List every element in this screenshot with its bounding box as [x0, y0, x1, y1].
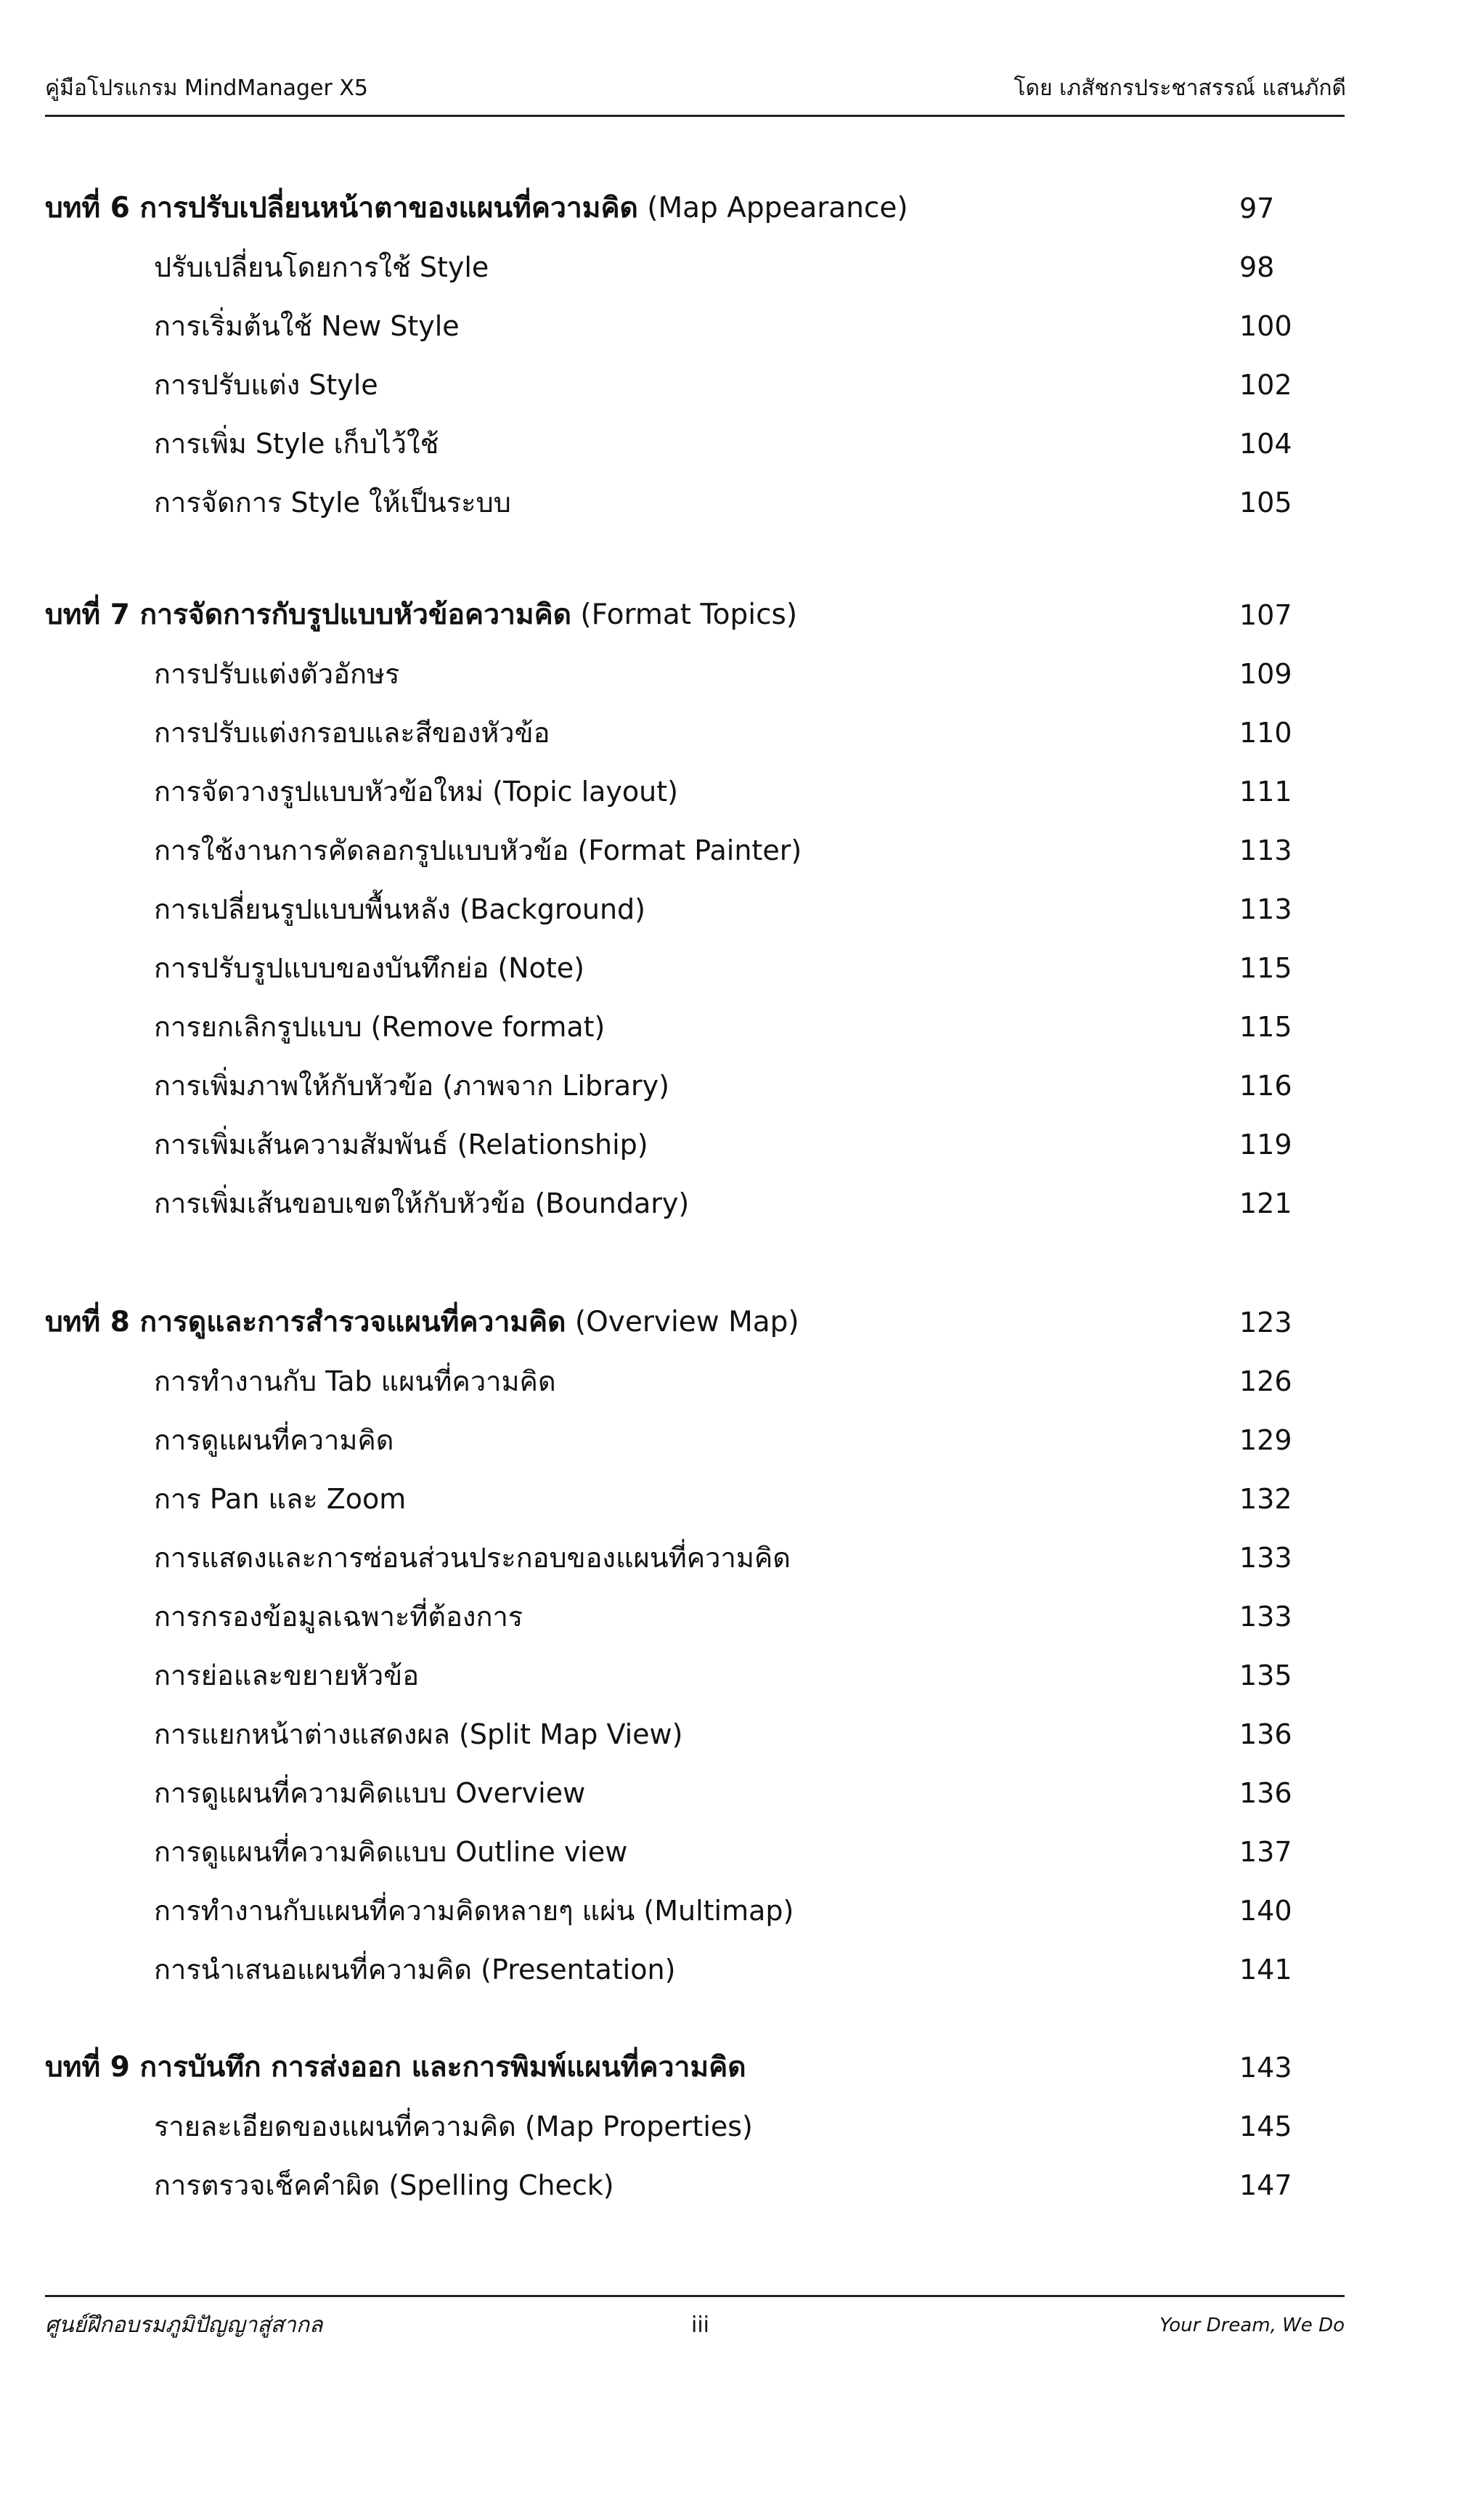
toc-entry-label: การปรับแต่งกรอบและสีของหัวข้อ [154, 717, 550, 749]
chapter-title-english: (Overview Map) [566, 1306, 799, 1338]
toc-entry-label: การเริ่มต้นใช้ New Style [154, 310, 460, 342]
toc-entry-page: 105 [1239, 487, 1292, 519]
toc-entry-label: การตรวจเช็คคำผิด (Spelling Check) [154, 2169, 614, 2201]
toc-entry-page: 137 [1239, 1836, 1292, 1868]
toc-entry-label: การยกเลิกรูปแบบ (Remove format) [154, 1011, 606, 1043]
toc-entry[interactable] [45, 1060, 1337, 1111]
toc-entry-label: การใช้งานการคัดลอกรูปแบบหัวข้อ (Format Painter) [154, 834, 802, 866]
toc-entry[interactable] [45, 1768, 1337, 1819]
toc-entry[interactable] [45, 477, 1337, 528]
chapter-row[interactable] [45, 1297, 1337, 1348]
chapter-title-thai: การบันทึก การส่งออก และการพิมพ์แผนที่ความคิด [139, 2051, 746, 2084]
toc-entry[interactable] [45, 943, 1337, 994]
chapter-row[interactable] [45, 590, 1337, 641]
toc-entry[interactable] [45, 707, 1337, 758]
chapter-title-thai: การปรับเปลี่ยนหน้าตาของแผนที่ความคิด [139, 192, 638, 224]
toc-entry-label: การเพิ่มเส้นขอบเขตให้กับหัวข้อ (Boundary) [154, 1187, 690, 1219]
toc-entry-page: 141 [1239, 1954, 1292, 1986]
toc-entry-page: 104 [1239, 428, 1292, 460]
toc-entry-label: การเพิ่มภาพให้กับหัวข้อ (ภาพจาก Library) [154, 1070, 669, 1102]
toc-entry[interactable] [45, 418, 1337, 469]
toc-entry-page: 116 [1239, 1070, 1292, 1102]
toc-entry-label: การแยกหน้าต่างแสดงผล (Split Map View) [154, 1718, 683, 1750]
toc-entry-label: การดูแผนที่ความคิดแบบ Overview [154, 1777, 586, 1809]
toc-entry-label: การนำเสนอแผนที่ความคิด (Presentation) [154, 1954, 676, 1986]
toc-entry-label: การย่อและขยายหัวข้อ [154, 1659, 420, 1691]
toc-entry-page: 100 [1239, 310, 1292, 342]
page-number: iii [691, 2312, 710, 2338]
toc-entry[interactable] [45, 825, 1337, 876]
toc-entry-label: การดูแผนที่ความคิด [154, 1424, 394, 1456]
toc-entry[interactable] [45, 301, 1337, 352]
chapter-row[interactable] [45, 2042, 1337, 2093]
toc-entry[interactable] [45, 1944, 1337, 1995]
toc-entry-page: 111 [1239, 776, 1292, 808]
toc-entry[interactable] [45, 1415, 1337, 1466]
chapter-number: บทที่ 9 [45, 2051, 140, 2084]
toc-entry-page: 135 [1239, 1659, 1292, 1691]
toc-entry-label: การดูแผนที่ความคิดแบบ Outline view [154, 1836, 628, 1868]
toc-entry-page: 132 [1239, 1483, 1292, 1515]
toc-entry-label: การกรองข้อมูลเฉพาะที่ต้องการ [154, 1601, 523, 1633]
chapter-title [45, 590, 797, 641]
toc-entry[interactable] [45, 884, 1337, 935]
toc-entry[interactable] [45, 649, 1337, 699]
chapter-title-english: (Format Topics) [571, 598, 798, 631]
header-author: โดย เภสัชกรประชาสรรณ์ แสนภักดี [1014, 76, 1346, 101]
toc-entry-label: การเพิ่ม Style เก็บไว้ใช้ [154, 428, 439, 460]
chapter-number: บทที่ 8 [45, 1306, 140, 1338]
toc-entry-page: 145 [1239, 2110, 1292, 2142]
toc-entry[interactable] [45, 242, 1337, 293]
toc-entry[interactable] [45, 1650, 1337, 1701]
footer-organization: ศูนย์ฝึกอบรมภูมิปัญญาสู่สากล [45, 2312, 323, 2338]
toc-entry-label: การปรับรูปแบบของบันทึกย่อ (Note) [154, 952, 584, 984]
toc-entry[interactable] [45, 1474, 1337, 1524]
toc-entry[interactable] [45, 1591, 1337, 1642]
toc-entry-page: 102 [1239, 369, 1292, 401]
toc-entry[interactable] [45, 2160, 1337, 2211]
toc-entry[interactable] [45, 2101, 1337, 2152]
toc-entry[interactable] [45, 1178, 1337, 1229]
toc-entry-label: การทำงานกับแผนที่ความคิดหลายๆ แผ่น (Multimap) [154, 1895, 794, 1927]
toc-entry-page: 133 [1239, 1601, 1292, 1633]
footer-slogan: Your Dream, We Do [1159, 2315, 1345, 2336]
chapter-number: บทที่ 7 [45, 598, 140, 631]
toc-entry-page: 136 [1239, 1718, 1292, 1750]
page-footer [45, 2304, 1345, 2347]
toc-entry[interactable] [45, 1885, 1337, 1936]
header-book-title: คู่มือโปรแกรม MindManager X5 [45, 76, 369, 101]
toc-entry-label: รายละเอียดของแผนที่ความคิด (Map Properties) [154, 2110, 753, 2142]
chapter-page-number: 97 [1239, 192, 1275, 224]
chapter-page-number: 143 [1239, 2052, 1292, 2084]
toc-entry[interactable] [45, 766, 1337, 817]
toc-entry-page: 113 [1239, 834, 1292, 866]
footer-divider [45, 2295, 1345, 2297]
chapter-title [45, 183, 908, 234]
toc-entry-page: 126 [1239, 1365, 1292, 1397]
chapter-page-number: 107 [1239, 599, 1292, 631]
toc-entry-page: 140 [1239, 1895, 1292, 1927]
toc-entry-page: 98 [1239, 251, 1275, 283]
toc-entry[interactable] [45, 1532, 1337, 1583]
chapter-title [45, 1297, 799, 1348]
toc-entry[interactable] [45, 1709, 1337, 1760]
toc-entry-page: 113 [1239, 893, 1292, 925]
chapter-title-english: (Map Appearance) [637, 192, 908, 224]
toc-entry-label: การจัดวางรูปแบบหัวข้อใหม่ (Topic layout) [154, 776, 678, 808]
toc-entry-page: 133 [1239, 1542, 1292, 1574]
toc-entry-page: 115 [1239, 1011, 1292, 1043]
toc-entry-label: การเพิ่มเส้นความสัมพันธ์ (Relationship) [154, 1129, 648, 1161]
toc-entry-label: การปรับแต่งตัวอักษร [154, 658, 400, 690]
toc-entry-page: 110 [1239, 717, 1292, 749]
toc-entry-page: 129 [1239, 1424, 1292, 1456]
toc-entry-page: 136 [1239, 1777, 1292, 1809]
toc-entry-label: การจัดการ Style ให้เป็นระบบ [154, 487, 511, 519]
chapter-title-thai: การจัดการกับรูปแบบหัวข้อความคิด [139, 598, 571, 631]
chapter-title [45, 2042, 746, 2093]
toc-entry-page: 121 [1239, 1187, 1292, 1219]
toc-entry-label: การ Pan และ Zoom [154, 1483, 407, 1515]
toc-entry[interactable] [45, 359, 1337, 410]
toc-entry[interactable] [45, 1001, 1337, 1052]
toc-entry-page: 119 [1239, 1129, 1292, 1161]
toc-entry-label: การเปลี่ยนรูปแบบพื้นหลัง (Background) [154, 893, 646, 925]
page-header [45, 67, 1346, 110]
toc-entry-label: การปรับแต่ง Style [154, 369, 378, 401]
chapter-row[interactable] [45, 183, 1337, 234]
toc-entry[interactable] [45, 1827, 1337, 1877]
chapter-page-number: 123 [1239, 1307, 1292, 1338]
toc-entry-label: การแสดงและการซ่อนส่วนประกอบของแผนที่ความคิด [154, 1542, 791, 1574]
chapter-number: บทที่ 6 [45, 192, 140, 224]
toc-entry-page: 115 [1239, 952, 1292, 984]
toc-entry[interactable] [45, 1356, 1337, 1407]
header-divider [45, 115, 1345, 117]
toc-entry-label: การทำงานกับ Tab แผนที่ความคิด [154, 1365, 556, 1397]
chapter-title-thai: การดูและการสำรวจแผนที่ความคิด [139, 1306, 566, 1338]
toc-entry-page: 109 [1239, 658, 1292, 690]
toc-entry-page: 147 [1239, 2169, 1292, 2201]
toc-entry[interactable] [45, 1119, 1337, 1170]
toc-entry-label: ปรับเปลี่ยนโดยการใช้ Style [154, 251, 489, 283]
